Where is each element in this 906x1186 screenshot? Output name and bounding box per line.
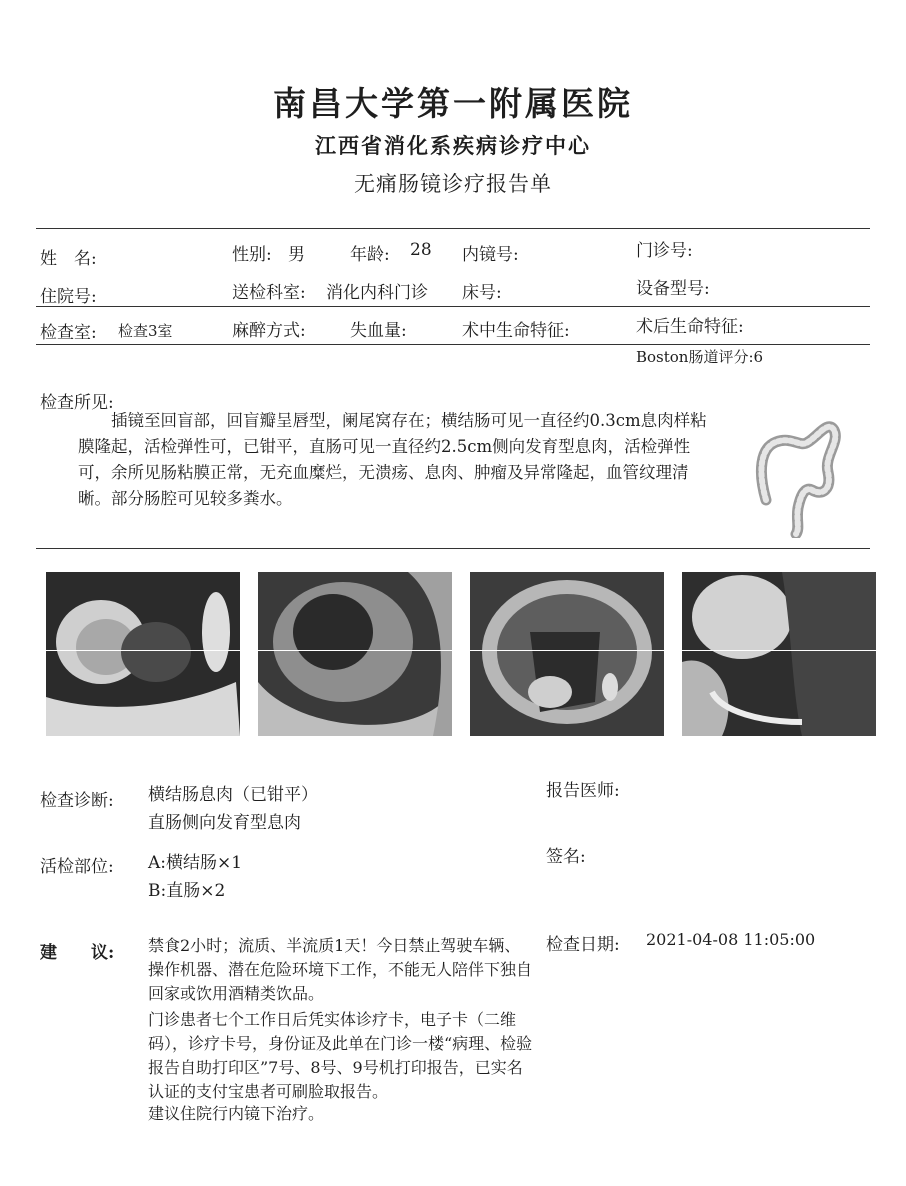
divider (36, 548, 870, 549)
intraop-vitals-label: 术中生命特征: (462, 321, 570, 341)
boston-score: Boston肠道评分:6 (636, 348, 764, 366)
room-label: 检查室: (40, 323, 97, 343)
gender-value: 男 (288, 245, 305, 265)
endoscopy-image-1 (46, 572, 240, 736)
age-label: 年龄: (350, 245, 390, 265)
advice-para-1: 禁食2小时；流质、半流质1天！今日禁止驾驶车辆、操作机器、潜在危险环境下工作，不能无人陪伴下独自回家或饮用酒精类饮品。 (148, 936, 533, 1003)
advice-para-2: 门诊患者七个工作日后凭实体诊疗卡，电子卡（二维码），诊疗卡号，身份证及此单在门诊一楼“病理、检验报告自助打印区”7号、8号、9号机打印报告，已实名认证的支付宝患者可刷脸取报告。 (148, 1010, 533, 1101)
endoscopy-image-4 (682, 572, 876, 736)
hospital-name: 南昌大学第一附属医院 (273, 84, 633, 123)
endoscope-no-label: 内镜号: (462, 245, 519, 265)
bed-label: 床号: (462, 283, 502, 303)
age-value: 28 (410, 240, 432, 260)
advice-label: 建 议: (40, 943, 115, 963)
room-value: 检查3室 (118, 322, 173, 340)
exam-date-label: 检查日期: (546, 935, 620, 955)
doctor-label: 报告医师: (546, 781, 620, 801)
advice-para-3: 建议住院行内镜下治疗。 (148, 1104, 325, 1123)
blood-loss-label: 失血量: (350, 321, 407, 341)
name-label: 姓 名: (40, 249, 97, 269)
diagnosis-label: 检查诊断: (40, 791, 114, 811)
form-title: 无痛肠镜诊疗报告单 (354, 172, 552, 196)
center-name: 江西省消化系疾病诊疗中心 (315, 133, 591, 158)
divider (36, 228, 870, 229)
inpatient-no-label: 住院号: (40, 287, 97, 307)
dept-label: 送检科室: (232, 283, 306, 303)
biopsy-line-1: A:横结肠×1 (148, 853, 243, 873)
endoscopy-image-3 (470, 572, 664, 736)
biopsy-line-2: B:直肠×2 (148, 881, 226, 901)
signature-label: 签名: (546, 847, 586, 867)
colon-diagram (752, 412, 852, 538)
outpatient-no-label: 门诊号: (636, 241, 693, 261)
divider (36, 306, 870, 307)
findings-label: 检查所见: (40, 393, 114, 413)
biopsy-label: 活检部位: (40, 857, 114, 877)
scan-line (46, 650, 876, 651)
diagnosis-line-2: 直肠侧向发育型息肉 (148, 813, 301, 833)
endoscopy-image-2 (258, 572, 452, 736)
exam-date-value: 2021-04-08 11:05:00 (646, 930, 816, 949)
divider (36, 344, 870, 345)
diagnosis-line-1: 横结肠息肉（已钳平） (148, 785, 318, 805)
dept-value: 消化内科门诊 (326, 283, 428, 303)
findings-text: 插镜至回盲部，回盲瓣呈唇型，阑尾窝存在；横结肠可见一直径约0.3cm息肉样粘膜隆起，活检弹性可，已钳平，直肠可见一直径约2.5cm侧向发育型息肉，活检弹性可，余所见肠粘膜正常，无充血糜烂，无溃疡、息肉、肿瘤及异常隆起，血管纹理清晰。部分肠腔可见较多粪水。 (78, 411, 707, 508)
postop-vitals-label: 术后生命特征: (636, 317, 744, 337)
gender-label: 性别: (232, 245, 272, 265)
anesthesia-label: 麻醉方式: (232, 321, 306, 341)
device-label: 设备型号: (636, 279, 710, 299)
